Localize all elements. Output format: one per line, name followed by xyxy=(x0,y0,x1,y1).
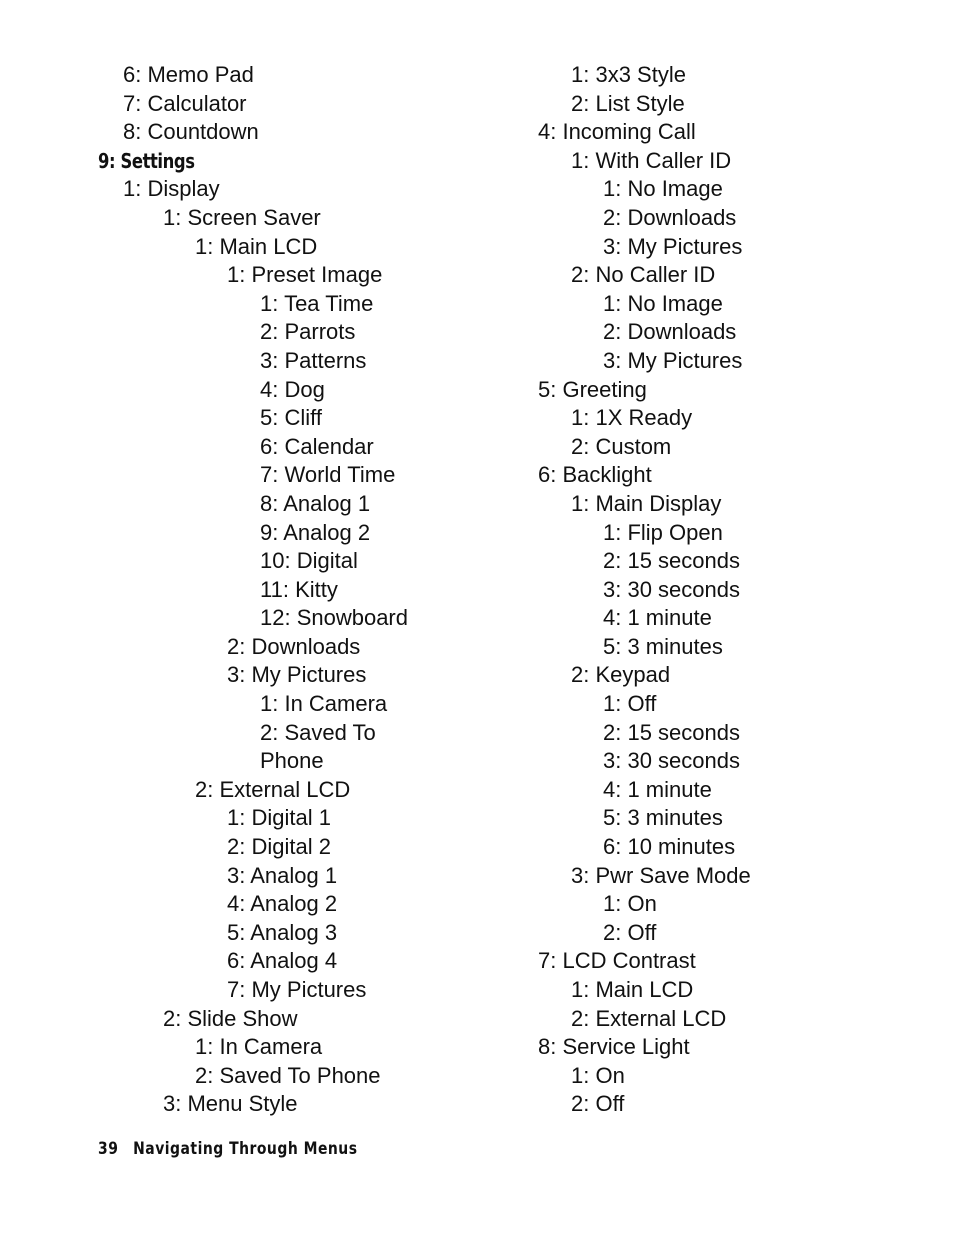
menu-item: 2: Keypad xyxy=(571,662,671,688)
menu-item: 6: Calendar xyxy=(260,433,374,459)
menu-item: 7: My Pictures xyxy=(227,977,367,1002)
menu-item: 2: Off xyxy=(603,919,657,945)
menu-item: 2: No Caller ID xyxy=(571,262,716,288)
page-footer xyxy=(98,1137,358,1161)
menu-item: 9: Analog 2 xyxy=(260,519,371,545)
menu-item: 2: 15 seconds xyxy=(603,548,740,574)
menu-item: 2: Downloads xyxy=(603,204,737,230)
menu-item: 2: Parrots xyxy=(260,319,356,345)
menu-item: 3: 30 seconds xyxy=(603,748,740,774)
menu-item: 10: Digital xyxy=(260,548,358,574)
menu-item: 3: Menu Style xyxy=(163,1091,298,1117)
menu-item: 1: 1X Ready xyxy=(571,405,693,431)
menu-item: 1: Tea Time xyxy=(260,290,374,316)
menu-item: Phone xyxy=(260,748,324,774)
menu-item: 3: My Pictures xyxy=(603,233,743,259)
menu-item: 6: Memo Pad xyxy=(123,62,254,87)
menu-item: 5: Analog 3 xyxy=(227,919,338,945)
menu-item: 6: Backlight xyxy=(538,462,652,488)
menu-item: 1: Display xyxy=(123,176,220,202)
menu-item: 5: Greeting xyxy=(538,376,647,402)
menu-item: 2: Custom xyxy=(571,433,672,459)
menu-item: 7: World Time xyxy=(260,462,396,488)
menu-item: 2: Slide Show xyxy=(163,1005,298,1031)
menu-tree-right-column xyxy=(538,61,928,1119)
menu-item: 1: Preset Image xyxy=(227,262,383,288)
menu-item: 1: Flip Open xyxy=(603,519,723,545)
menu-item: 12: Snowboard xyxy=(260,605,408,631)
menu-item: 2: Saved To Phone xyxy=(195,1062,381,1088)
menu-item: 5: 3 minutes xyxy=(603,805,723,831)
menu-item: 4: Dog xyxy=(260,376,325,402)
menu-item: 1: Off xyxy=(603,691,657,717)
menu-item: 4: 1 minute xyxy=(603,605,712,631)
menu-item: 5: Cliff xyxy=(260,405,322,431)
menu-item: 2: 15 seconds xyxy=(603,719,740,745)
menu-item: 1: Main Display xyxy=(571,490,722,516)
menu-item: 4: Incoming Call xyxy=(538,119,696,145)
menu-item: 3: My Pictures xyxy=(603,347,743,373)
menu-item: 2: List Style xyxy=(571,90,685,116)
menu-item: 4: Analog 2 xyxy=(227,891,338,917)
menu-item: 5: 3 minutes xyxy=(603,633,723,659)
section-heading: 9: Settings xyxy=(98,148,195,173)
menu-item: 4: 1 minute xyxy=(603,776,712,802)
menu-item: 7: LCD Contrast xyxy=(538,948,696,974)
menu-item: 1: Main LCD xyxy=(571,977,694,1002)
menu-item: 1: In Camera xyxy=(195,1034,323,1060)
menu-item: 2: Downloads xyxy=(603,319,737,345)
menu-item: 2: Off xyxy=(571,1091,625,1117)
menu-item: 3: My Pictures xyxy=(227,662,367,688)
section-title: Navigating Through Menus xyxy=(133,1139,358,1159)
menu-item: 8: Service Light xyxy=(538,1034,690,1060)
menu-item: 1: No Image xyxy=(603,290,723,316)
page-number: 39 xyxy=(98,1139,119,1159)
menu-item: 1: Screen Saver xyxy=(163,204,321,230)
menu-tree-left-column xyxy=(98,61,498,1119)
menu-item: 2: External LCD xyxy=(571,1005,727,1031)
menu-item: 6: 10 minutes xyxy=(603,834,736,860)
menu-item: 3: Patterns xyxy=(260,347,367,373)
menu-item: 1: Digital 1 xyxy=(227,805,331,831)
menu-item: 1: On xyxy=(571,1062,625,1088)
menu-item: 8: Countdown xyxy=(123,119,259,145)
menu-item: 6: Analog 4 xyxy=(227,948,338,974)
menu-item: 1: No Image xyxy=(603,176,723,202)
menu-item: 2: Downloads xyxy=(227,633,361,659)
menu-item: 8: Analog 1 xyxy=(260,490,371,516)
menu-item: 11: Kitty xyxy=(260,576,338,602)
menu-item: 1: In Camera xyxy=(260,691,388,717)
menu-item: 3: 30 seconds xyxy=(603,576,740,602)
menu-item: 1: Main LCD xyxy=(195,233,318,259)
menu-item: 2: External LCD xyxy=(195,776,351,802)
menu-item: 2: Saved To xyxy=(260,719,376,745)
menu-item: 2: Digital 2 xyxy=(227,834,331,860)
menu-item: 3: Pwr Save Mode xyxy=(571,862,751,888)
menu-item: 3: Analog 1 xyxy=(227,862,338,888)
menu-item: 1: With Caller ID xyxy=(571,147,732,173)
menu-item: 7: Calculator xyxy=(123,90,247,116)
menu-item: 1: 3x3 Style xyxy=(571,62,686,87)
menu-item: 1: On xyxy=(603,891,657,917)
